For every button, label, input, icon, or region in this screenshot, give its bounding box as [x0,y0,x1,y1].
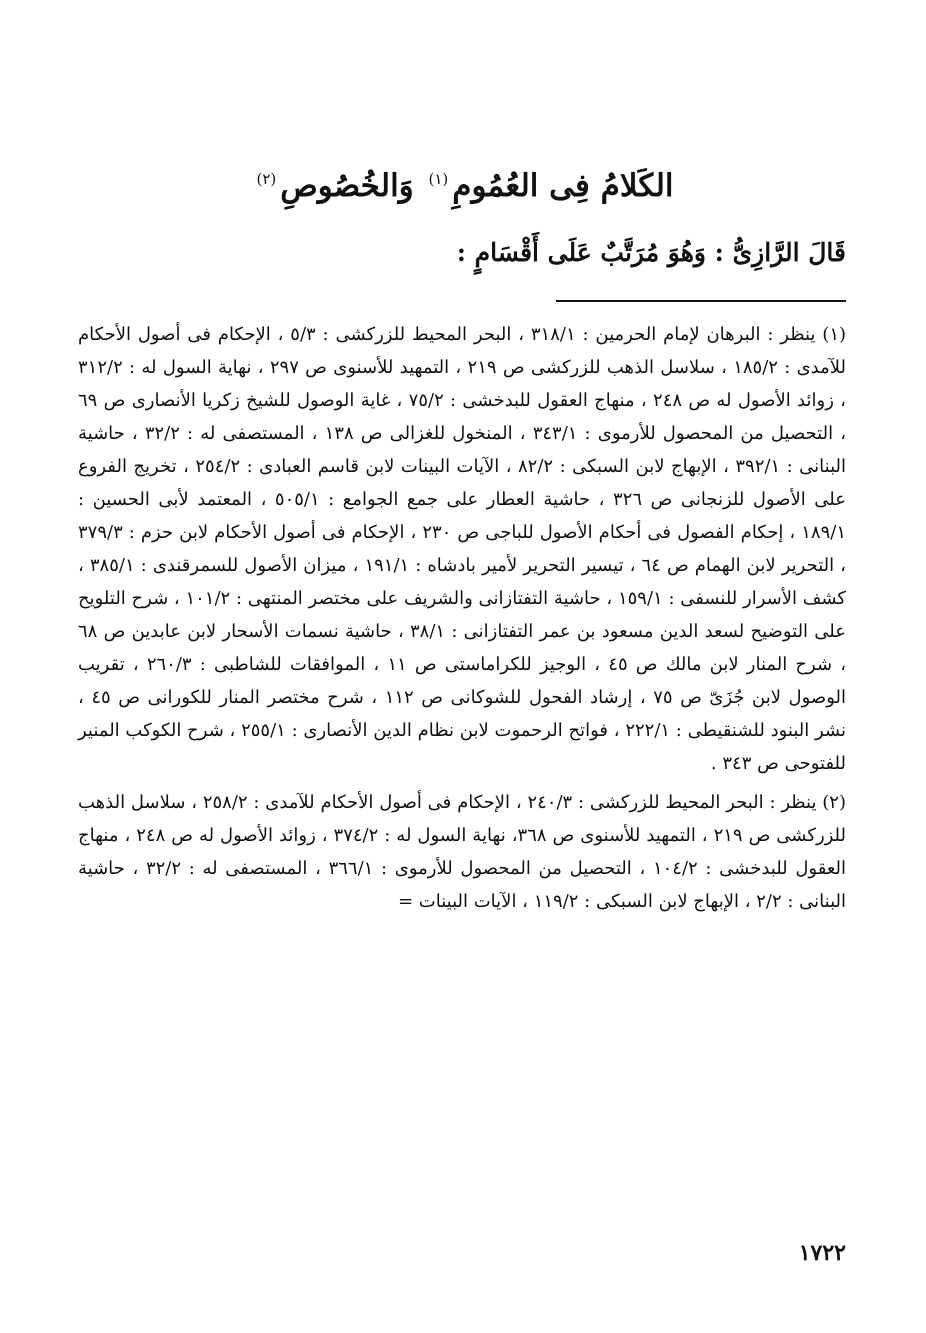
footnote-1: (١) ينظر : البرهان لإمام الحرمين : ٣١٨/١ ، البحر المحيط للزركشى : ٥/٣ ، الإحكام فى أصول الأحكام للآمدى : ١٨٥/٢ ، سلاسل الذهب للزركشى ص ٢١٩ ، التمهيد للأسنوى ص ٢٩٧ ، نهاية السول له : ٣١٢/٢ ، زوائد الأصول له ص ٢٤٨ ، منهاج العقول للبدخشى : ٧٥/٢ ، غاية الوصول للشيخ زكريا الأنصارى ص ٦٩ ، التحصيل من المحصول للأرموى : ٣٤٣/١ ، المنخول للغزالى ص ١٣٨ ، المستصفى له : ٣٢/٢ ، حاشية البنانى : ٣٩٢/١ ، الإبهاج لابن السبكى : ٨٢/٢ ، الآيات البينات لابن قاسم العبادى : ٢٥٤/٢ ، تخريج الفروع على الأصول للزنجانى ص ٣٢٦ ، حاشية العطار على جمع الجوامع : ٥٠٥/١ ، المعتمد لأبى الحسين : ١٨٩/١ ، إحكام الفصول فى أحكام الأصول للباجى ص ٢٣٠ ، الإحكام فى أصول الأحكام لابن حزم : ٣٧٩/٣ ، التحرير لابن الهمام ص ٦٤ ، تيسير التحرير لأمير بادشاه : ١٩١/١ ، ميزان الأصول للسمرقندى : ٣٨٥/١ ، كشف الأسرار للنسفى : ١٥٩/١ ، حاشية التفتازانى والشريف على مختصر المنتهى : ١٠١/٢ ، شرح التلويح على التوضيح لسعد الدين مسعود بن عمر التفتازانى : ٣٨/١ ، حاشية نسمات الأسحار لابن عابدين ص ٦٨ ، شرح المنار لابن مالك ص ٤٥ ، الوجيز للكراماستى ص ١١ ، الموافقات للشاطبى : ٢٦٠/٣ ، تقريب الوصول لابن جُزَىّ ص ٧٥ ، إرشاد الفحول للشوكانى ص ١١٢ ، شرح مختصر المنار للكورانى ص ٤٥ ، نشر البنود للشنقيطى : ٢٢٢/١ ، فواتح الرحموت لابن نظام الدين الأنصارى : ٢٥٥/١ ، شرح الكوكب المنير للفتوحى ص ٣٤٣ . [78,324,847,774]
chapter-title [150,168,776,204]
footnotes [78,318,846,918]
title-part-specific: وَالخُصُوصِ [280,168,414,204]
footnote-ref-1[interactable]: (١) [428,170,449,188]
title-part-general: الكَلامُ فِى العُمُومِ [452,168,674,204]
footnote-ref-2[interactable]: (٢) [256,170,277,188]
footnote-2: (٢) ينظر : البحر المحيط للزركشى : ٢٤٠/٣ ، الإحكام فى أصول الأحكام للآمدى : ٢٥٨/٢ ، سلاسل الذهب للزركشى ص ٢١٩ ، التمهيد للأسنوى ص ٣٦٨، نهاية السول له : ٣٧٤/٢ ، زوائد الأصول له ص ٢٤٨ ، منهاج العقول للبدخشى : ١٠٤/٢ ، التحصيل من المحصول للأرموى : ٣٦٦/١ ، المستصفى له : ٣٢/٢ ، حاشية البنانى : ٢/٢ ، الإبهاج لابن السبكى : ١١٩/٢ ، الآيات البينات = [78,792,847,912]
page-number: ١٧٢٢ [798,1240,846,1266]
footnote-separator [556,300,846,302]
quote-intro: قَالَ الرَّازِىُّ : وَهُوَ مُرَتَّبٌ عَلَى أَقْسَامٍ : [456,238,846,267]
